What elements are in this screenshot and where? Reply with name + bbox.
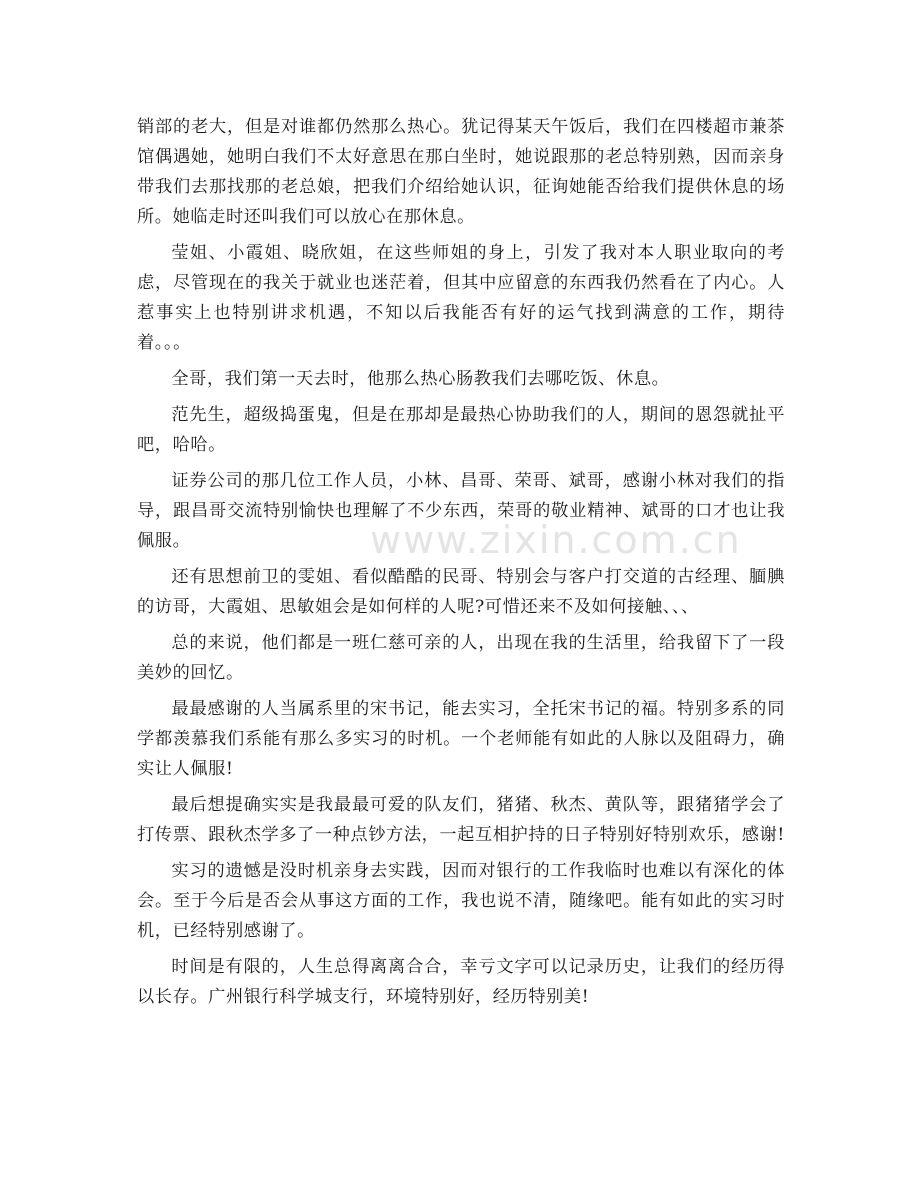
paragraph-3: 全哥，我们第一天去时，他那么热心肠教我们去哪吃饭、休息。 [171,369,670,389]
paragraph-6: 还有思想前卫的雯姐、看似酷酷的民哥、特别会与客户打交道的古经理、腼腆的访哥，大霞姐、思敏姐会是如何样的人呢?可惜还来不及如何接触、、、 [137,567,785,617]
paragraph-4: 范先生，超级捣蛋鬼，但是在那却是最热心协助我们的人，期间的恩怨就扯平吧，哈哈。 [137,405,785,455]
paragraph-2: 莹姐、小霞姐、晓欣姐，在这些师姐的身上，引发了我对本人职业取向的考虑，尽管现在的我关于就业也迷茫着，但其中应留意的东西我仍然看在了内心。人惹事实上也特别讲求机遇，不知以后我能否有好的运气找到满意的工作，期待着。。。 [137,243,785,353]
paragraph-10: 实习的遗憾是没时机亲身去实践，因而对银行的工作我临时也难以有深化的体会。至于今后是否会从事这方面的工作，我也说不清，随缘吧。能有如此的实习时机，已经特别感谢了。 [137,861,785,941]
paragraph-8: 最最感谢的人当属系里的宋书记，能去实习，全托宋书记的福。特别多系的同学都羡慕我们系能有那么多实习的时机。一个老师能有如此的人脉以及阻碍力，确实让人佩服! [137,699,785,779]
watermark: www.zixin.com.cn [370,518,742,562]
paragraph-11: 时间是有限的，人生总得离离合合，幸亏文字可以记录历史，让我们的经历得以长存。广州银行科学城支行，环境特别好，经历特别美! [137,957,785,1007]
paragraph-9: 最后想提确实实是我最最可爱的队友们，猪猪、秋杰、黄队等，跟猪猪学会了打传票、跟秋杰学多了一种点钞方法，一起互相护持的日子特别好特别欢乐，感谢! [137,795,785,845]
paragraph-1: 销部的老大，但是对谁都仍然那么热心。犹记得某天午饭后，我们在四楼超市兼茶馆偶遇她，她明白我们不太好意思在那白坐时，她说跟那的老总特别熟，因而亲身带我们去那找那的老总娘，把我们介绍给她认识，征询她能否给我们提供休息的场所。她临走时还叫我们可以放心在那休息。 [137,117,785,227]
paragraph-5: 证券公司的那几位工作人员，小林、昌哥、荣哥、斌哥，感谢小林对我们的指导，跟昌哥交流特别愉快也理解了不少东西，荣哥的敬业精神、斌哥的口才也让我佩服。 [137,471,785,551]
paragraph-7: 总的来说，他们都是一班仁慈可亲的人，出现在我的生活里，给我留下了一段美妙的回忆。 [137,633,785,683]
document-body [137,112,785,1018]
